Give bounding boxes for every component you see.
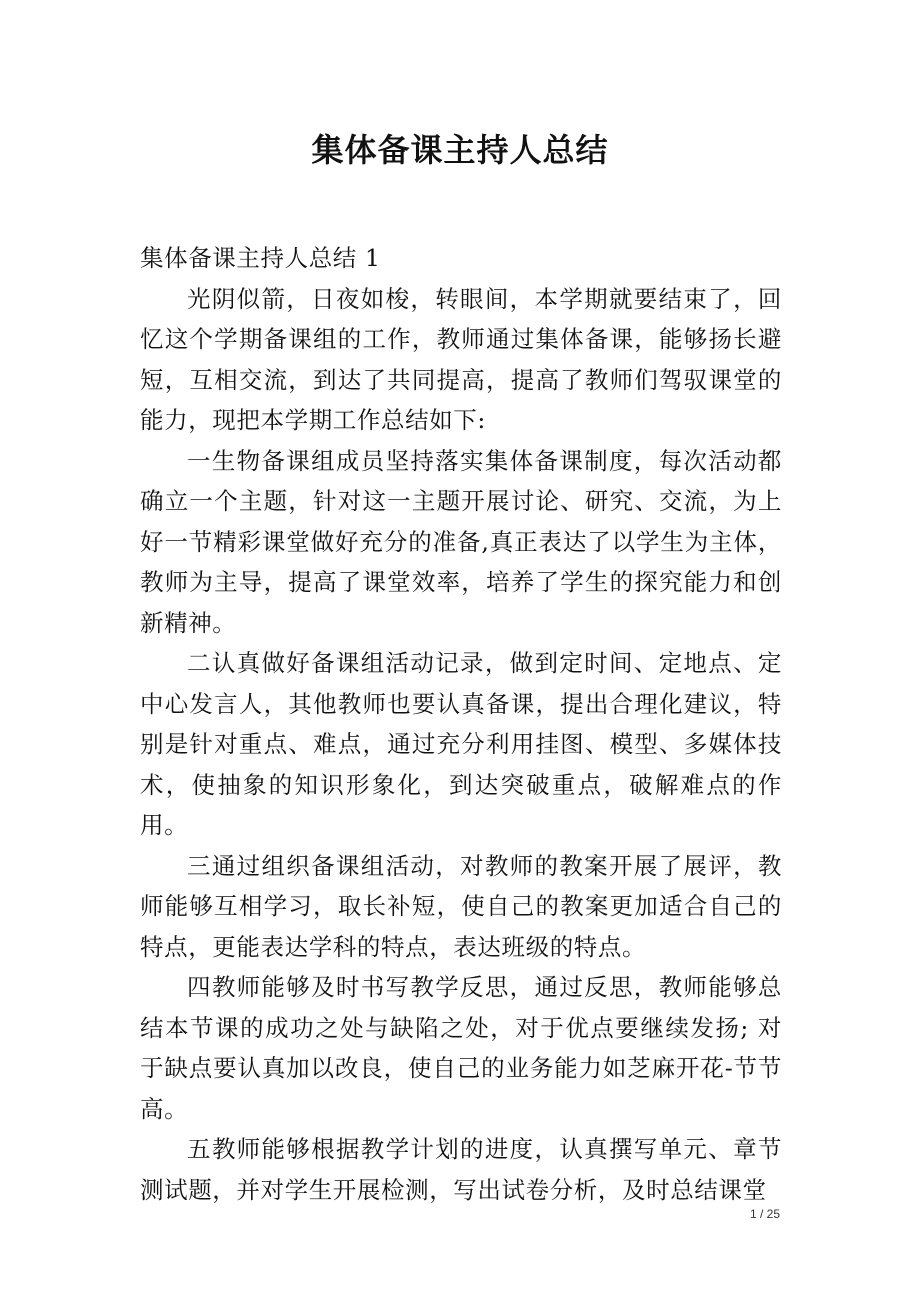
document-body [140, 238, 782, 1210]
paragraph: 四教师能够及时书写教学反思，通过反思，教师能够总结本节课的成功之处与缺陷之处，对于优点要继续发扬; 对于缺点要认真加以改良，使自己的业务能力如芝麻开花-节节高。 [140, 973, 782, 1123]
paragraph: 五教师能够根据教学计划的进度，认真撰写单元、章节测试题，并对学生开展检测，写出试卷分析，及时总结课堂 [140, 1135, 782, 1204]
section-heading: 集体备课主持人总结 1 [140, 244, 381, 272]
document-title: 集体备课主持人总结 [311, 131, 609, 169]
paragraph: 一生物备课组成员坚持落实集体备课制度，每次活动都确立一个主题，针对这一主题开展讨论、研究、交流，为上好一节精彩课堂做好充分的准备,真正表达了以学生为主体，教师为主导，提高了课堂效率，培养了学生的探究能力和创新精神。 [140, 446, 782, 637]
paragraph: 三通过组织备课组活动，对教师的教案开展了展评，教师能够互相学习，取长补短，使自己的教案更加适合自己的特点，更能表达学科的特点，表达班级的特点。 [140, 851, 782, 961]
paragraph: 光阴似箭，日夜如梭，转眼间，本学期就要结束了，回忆这个学期备课组的工作，教师通过集体备课，能够扬长避短，互相交流，到达了共同提高，提高了教师们驾驭课堂的能力，现把本学期工作总结如下: [140, 284, 782, 434]
paragraph: 二认真做好备课组活动记录，做到定时间、定地点、定中心发言人，其他教师也要认真备课，提出合理化建议，特别是针对重点、难点，通过充分利用挂图、模型、多媒体技术，使抽象的知识形象化，到达突破重点，破解难点的作用。 [140, 649, 782, 839]
page-number: 1 / 25 [749, 1207, 780, 1221]
